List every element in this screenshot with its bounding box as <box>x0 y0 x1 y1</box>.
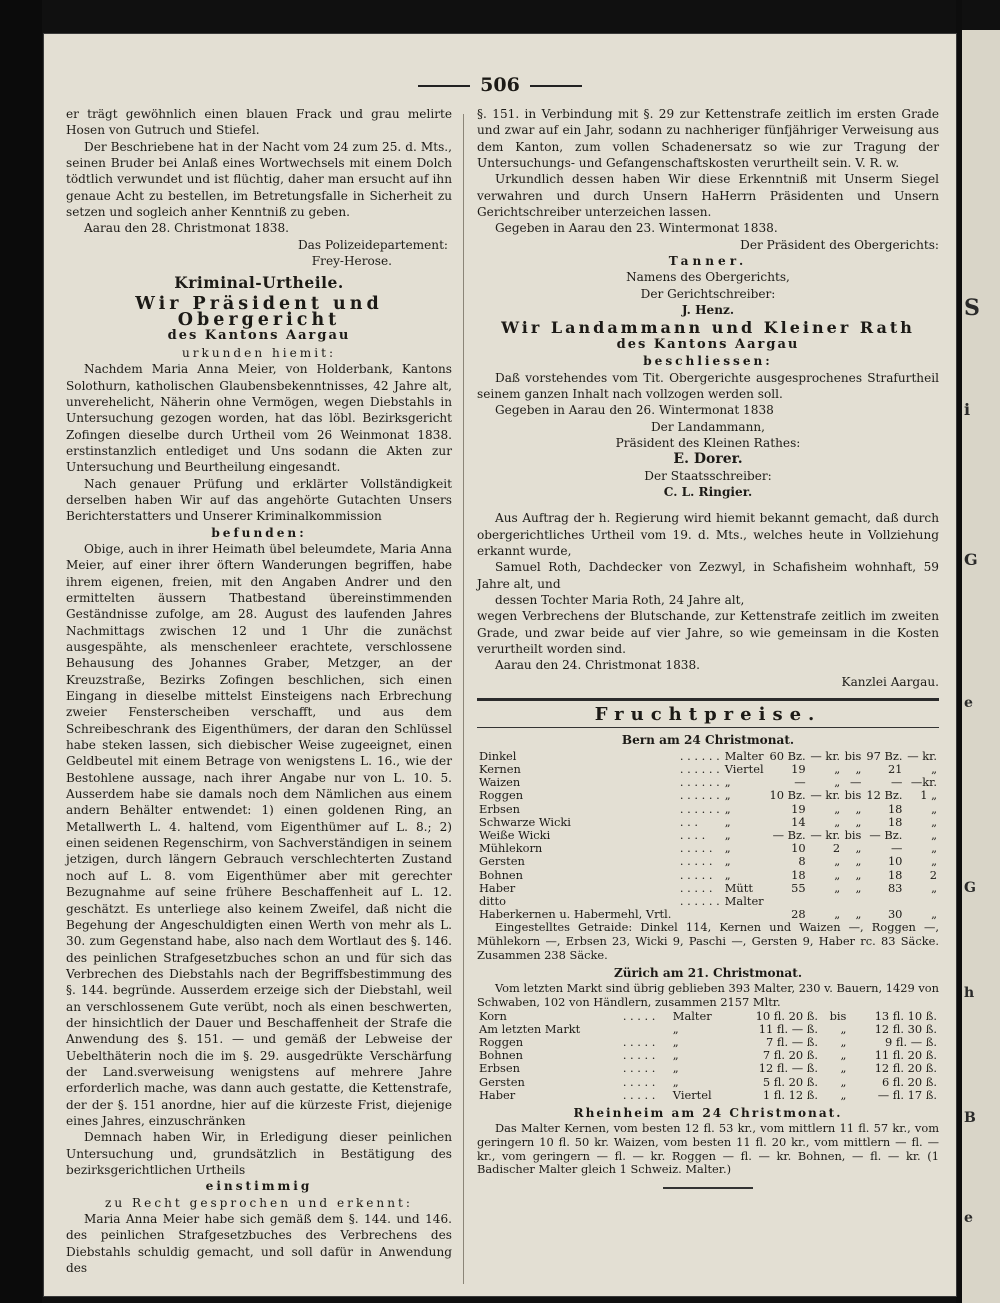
section-title: Kriminal-Urtheile. <box>174 273 344 293</box>
table-cell: 1 fl. 12 ß. <box>762 1087 818 1102</box>
table-cell: Haberkernen u. Habermehl, Vrtl. <box>479 907 672 922</box>
right-column <box>477 106 939 1189</box>
table-cell: Erbsen <box>479 1061 520 1076</box>
table-cell: 12 fl. 20 ß. <box>874 1061 937 1076</box>
table-cell: „ <box>855 867 862 882</box>
table-cell: „ <box>840 1021 847 1036</box>
table-cell: — Bz. <box>772 827 806 842</box>
verdict-text: Maria Anna Meier habe sich gemäß dem §. 144. und 146. des peinlichen Strafgesetzbuches des Verbrechens des Diebstahls schuldig gemacht, und soll dafür in Anwendung des <box>66 1212 452 1276</box>
table-cell: 14 <box>791 814 806 829</box>
judgment-paragraph: Nachdem Maria Anna Meier, von Holderbank, Kantons Solothurn, katholischen Glaubensbekenntnisses, 42 Jahre alt, unverehelicht, Näherin ohne Vermögen, wegen Diebstahls in Untersuchung gezogen worden, hat das löbl. Bezirksgericht Zofingen dieselbe durch Urtheil vom 26 Weinmonat 1838. erstinstanzlich entlediget und Uns sodann die Akten zur Untersuchung und Beurtheilung eingesandt. <box>66 362 452 475</box>
table-cell: „ <box>855 761 862 776</box>
table-cell: „ <box>724 801 731 816</box>
signature-name: Tanner. <box>668 254 748 269</box>
table-cell: 28 <box>791 907 806 922</box>
council-formula: beschliessen: <box>643 354 773 369</box>
table-cell: „ <box>834 880 841 895</box>
court-title: Wir Präsident und Obergericht <box>135 293 383 331</box>
table-cell: 55 <box>791 880 806 895</box>
table-cell: — kr. <box>907 748 937 763</box>
column-divider <box>463 114 464 1284</box>
table-cell: „ <box>672 1074 679 1089</box>
table-cell: „ <box>840 1048 847 1063</box>
table-cell: Dinkel <box>479 748 517 763</box>
table-cell: 97 Bz. <box>866 748 903 763</box>
table-cell: 12 Bz. <box>866 788 903 803</box>
table-cell: „ <box>672 1048 679 1063</box>
next-page-glyph: e <box>964 1210 973 1226</box>
table-cell: Malter <box>724 893 764 908</box>
table-cell: „ <box>931 827 937 842</box>
signature-role: Präsident des Kleinen Rathes: <box>615 435 801 450</box>
court-subtitle: des Kantons Aargau <box>167 328 351 344</box>
table-cell: 83 <box>887 880 903 895</box>
given-date: Gegeben in Aarau den 26. Wintermonat 1838 <box>495 403 774 418</box>
einstimmig-heading: einstimmig <box>205 1179 313 1194</box>
signature-role: Der Staatsschreiber: <box>644 468 772 483</box>
table-cell: Weiße Wicki <box>479 827 551 842</box>
header-rule-left <box>418 85 470 87</box>
table-cell: „ <box>724 814 731 829</box>
bern-price-row <box>477 855 939 868</box>
table-cell: Roggen <box>479 788 524 803</box>
next-page-edge <box>962 30 1000 1303</box>
notice-line: Aus Auftrag der h. Regierung wird hiemit bekannt gemacht, daß durch obergerichtliches Urtheil vom 19. d. Mts., welches heute in Vollziehung erkannt wurde, <box>477 511 939 558</box>
table-cell: 7 fl. 20 ß. <box>762 1048 818 1063</box>
table-cell: „ <box>931 841 937 856</box>
next-page-glyph: G <box>964 880 976 896</box>
table-cell: 11 fl. — ß. <box>758 1021 818 1036</box>
table-cell: — <box>891 841 903 856</box>
table-cell: 10 fl. 20 ß. <box>755 1008 818 1023</box>
next-page-glyph: h <box>964 985 975 1001</box>
table-cell: „ <box>724 775 731 790</box>
table-cell: „ <box>834 854 841 869</box>
bern-price-row <box>477 882 939 895</box>
table-cell: „ <box>724 788 731 803</box>
header-rule-right <box>530 85 582 87</box>
table-cell: . . . . . <box>679 841 713 856</box>
table-cell: Mühlekorn <box>479 841 543 856</box>
table-cell: 30 <box>887 907 903 922</box>
wanted-description: er trägt gewöhnlich einen blauen Frack und grau melirte Hosen von Gutruch und Stiefel. <box>66 107 452 138</box>
table-cell: „ <box>672 1021 679 1036</box>
section-rule <box>477 698 939 701</box>
table-cell: bis <box>829 1008 847 1023</box>
table-cell: 18 <box>887 801 903 816</box>
bern-price-table <box>477 750 939 922</box>
signature-role: Der Gerichtschreiber: <box>640 286 776 301</box>
table-cell: — <box>891 775 903 790</box>
table-cell: 1 „ <box>920 788 937 803</box>
bern-price-row <box>477 816 939 829</box>
table-cell: 9 fl. — ß. <box>885 1035 937 1050</box>
next-page-glyph: e <box>964 695 973 711</box>
table-cell: „ <box>834 814 841 829</box>
table-cell: „ <box>724 827 731 842</box>
table-cell: — kr. <box>810 788 841 803</box>
wanted-notice: Der Beschriebene hat in der Nacht vom 24 zum 25. d. Mts., seinen Bruder bei Anlaß eines Wortwechsels mit einem Dolch tödtlich verwundet und ist flüchtig, daher man ersucht auf ihn genaue Acht zu bestellen, im Betretungsfalle in Sicherheit zu setzen und sogleich anher Kenntniß zu geben. <box>66 139 452 220</box>
table-cell: . . . . . . <box>679 775 720 790</box>
notice-line: dessen Tochter Maria Roth, 24 Jahre alt, <box>495 592 745 607</box>
table-cell: „ <box>931 761 937 776</box>
table-cell: „ <box>931 907 937 922</box>
table-cell: „ <box>855 854 862 869</box>
bern-price-row <box>477 789 939 802</box>
table-cell: . . . . . <box>622 1087 656 1102</box>
table-cell: 10 Bz. <box>769 788 806 803</box>
zurich-price-row <box>477 1023 939 1036</box>
table-cell: „ <box>855 907 862 922</box>
table-cell: „ <box>931 814 937 829</box>
table-cell: Bohnen <box>479 867 523 882</box>
signature-title: Der Landammann, <box>650 419 766 434</box>
zurich-summary: Vom letzten Markt sind übrig geblieben 393 Malter, 230 v. Bauern, 1429 von Schwaben, 102 von Händlern, zusammen 2157 Mltr. <box>477 981 939 1010</box>
table-cell: . . . . . <box>679 867 713 882</box>
table-cell: Mütt <box>724 880 753 895</box>
market-heading-bern: Bern am 24 Christmonat. <box>621 733 795 748</box>
table-cell: ditto <box>479 893 506 908</box>
table-cell: . . . . . . <box>679 761 720 776</box>
table-cell: 2 <box>832 841 841 856</box>
judgment-paragraph: Demnach haben Wir, in Erledigung dieser peinlichen Untersuchung und, grundsätzlich in Bestätigung des bezirksgerichtlichen Urtheils <box>66 1130 452 1177</box>
table-cell: Bohnen <box>479 1048 523 1063</box>
table-cell: „ <box>724 854 731 869</box>
notice-line: Samuel Roth, Dachdecker von Zezwyl, in Schafisheim wohnhaft, 59 Jahre alt, und <box>477 560 939 591</box>
table-cell: „ <box>834 867 841 882</box>
next-page-glyph: B <box>964 1110 976 1126</box>
table-cell: „ <box>855 841 862 856</box>
table-cell: . . . . . <box>622 1074 656 1089</box>
fruchtpreise-title: Fruchtpreise. <box>594 704 822 726</box>
table-cell: „ <box>672 1061 679 1076</box>
table-cell: „ <box>672 1035 679 1050</box>
court-formula: urkunden hiemit: <box>181 345 337 360</box>
table-cell: „ <box>724 841 731 856</box>
table-cell: . . . . . . <box>679 893 720 908</box>
table-cell: „ <box>834 907 841 922</box>
bern-price-row <box>477 803 939 816</box>
table-cell: Schwarze Wicki <box>479 814 571 829</box>
market-heading-rheinheim: Rheinheim am 24 Christmonat. <box>573 1106 843 1121</box>
signature-name: E. Dorer. <box>673 451 743 468</box>
table-cell: „ <box>931 854 937 869</box>
table-cell: Roggen <box>479 1035 524 1050</box>
wanted-date: Aarau den 28. Christmonat 1838. <box>84 221 290 236</box>
table-cell: — Bz. <box>869 827 903 842</box>
zurich-price-row <box>477 1049 939 1062</box>
council-subtitle: des Kantons Aargau <box>616 336 800 352</box>
police-office: Das Polizeidepartement: <box>297 237 448 252</box>
table-cell: „ <box>840 1061 847 1076</box>
table-cell: 18 <box>791 867 806 882</box>
table-cell: Korn <box>479 1008 507 1023</box>
table-cell: . . . . . <box>622 1048 656 1063</box>
table-cell: 18 <box>887 867 903 882</box>
table-cell: „ <box>840 1035 847 1050</box>
table-cell: „ <box>931 801 937 816</box>
zurich-price-row <box>477 1010 939 1023</box>
table-cell: —kr. <box>910 775 937 790</box>
table-cell: 19 <box>791 761 806 776</box>
table-cell: . . . . <box>679 827 706 842</box>
next-page-glyph: G <box>964 550 978 569</box>
table-cell: Haber <box>479 1087 516 1102</box>
page-number: 506 <box>480 74 520 96</box>
table-cell: Malter <box>672 1008 712 1023</box>
notice-signature: Kanzlei Aargau. <box>841 674 939 689</box>
table-cell: 5 fl. 20 ß. <box>762 1074 818 1089</box>
notice-date: Aarau den 24. Christmonat 1838. <box>495 658 701 673</box>
table-cell: „ <box>840 1074 847 1089</box>
table-cell: Malter <box>724 748 764 763</box>
table-cell: 2 <box>929 867 937 882</box>
judgment-findings: Obige, auch in ihrer Heimath übel beleumdete, Maria Anna Meier, auf einer ihrer öftern Wanderungen begriffen, habe ihrem eigenen, freien, mit den Angaben Andrer und den ermittelten äussern Thatbestand übereinstimmenden Geständnisse zufolge, am 28. August des laufenden Jahres Nachmittags zwischen 12 und 1 Uhr die zunächst ausgespähte, als menschenleer erachtete, verschlossene Behausung des Johannes Graber, Metzger, an der Kreuzstraße, Bezirks Zofingen beschlichen, sich einen Eingang in dieselbe mittelst Einsteigens nach Erbrechung zweier Fensterscheiben verschafft, und aus dem Schreibeschrank des Eigenthümers, der daran den Schlüssel habe steken lassen, sich diebischer Weise zugeeignet, einen Geldbeutel mit einem Betrage von wenigstens L. 16., wie der Bestohlene aussage, nach ihrer Angabe nur von L. 10. 5. Ausserdem habe sie damals noch dem Nämlichen aus einem andern Behälter entwendet: 1) einen goldenen Ring, an Metallwerth L. 4. haltend, vom Eigenthümer auf L. 8.; 2) einen seidenen Regenschirm, von Sachverständigen in seinem jetzigen, durch längern Gebrauch verschlechterten Zustand noch auf L. 8. vom Eigenthümer aber mit gerechter Bezugnahme auf seine frühere Beschaffenheit auf L. 12. geschätzt. Es unterliege also keinem Zweifel, daß nicht die Begehung der Angeschuldigten einen Werth von mehr als L. 30. zum Gegenstand habe, also nach dem Wortlaut des §. 146. des peinlichen Strafgesetzbuches schon an und für sich das Verbrechen des Diebstahls nach der Begriffsbestimmung des §. 144. begründe. Ausserdem erzeige sich der Diebstahl, weil an verschlossenem Gute verübt, noch als einen beschwerten, der hinsichtlich der Dauer und Beschaffenheit der Strafe die Anwendung des §. 151. — und gemäß der Lebweise der Uebelthäterin noch die im §. 29. ausgedrükte Verschärfung der Land.sverweisung wenigstens auf mehrere Jahre erforderlich mache, was dann auch gestatte, die Kettenstrafe, der der §. 151 anordne, hier auf die kürzeste Frist, diejenige eines Jahres, einzuschränken <box>66 541 452 1128</box>
table-cell: . . . . . <box>622 1035 656 1050</box>
signature-name: C. L. Ringier. <box>663 484 753 499</box>
table-cell: Gersten <box>479 854 525 869</box>
table-cell: „ <box>855 801 862 816</box>
table-cell: 21 <box>887 761 903 776</box>
table-cell: „ <box>855 880 862 895</box>
signature-title: Namens des Obergerichts, <box>626 270 790 285</box>
end-rule <box>663 1187 753 1189</box>
table-cell: „ <box>840 1087 847 1102</box>
table-cell: — kr. <box>810 748 841 763</box>
bern-price-row <box>477 869 939 882</box>
police-signature: Frey-Herose. <box>311 254 392 269</box>
table-cell: bis <box>844 788 862 803</box>
given-date: Gegeben in Aarau den 23. Wintermonat 1838. <box>495 221 778 236</box>
table-cell: 12 fl. 30 ß. <box>874 1021 937 1036</box>
table-cell: — <box>850 775 862 790</box>
befunden-heading: befunden: <box>211 525 307 540</box>
rheinheim-prices: Das Malter Kernen, vom besten 12 fl. 53 kr., vom mittlern 11 fl. 57 kr., vom geringern 10 fl. 50 kr. Waizen, vom besten 11 fl. 20 kr., vom mittlern — fl. — kr., vom geringern — fl. — kr. Roggen — fl. — kr. Bohnen, — fl. — kr. (1 Badischer Malter gleich 1 Schweiz. Malter.) <box>477 1121 939 1177</box>
table-cell: 18 <box>887 814 903 829</box>
table-cell: Gersten <box>479 1074 525 1089</box>
zurich-price-row <box>477 1036 939 1049</box>
table-cell: 10 <box>791 841 806 856</box>
section-rule-thin <box>477 727 939 728</box>
table-cell: 10 <box>887 854 903 869</box>
table-cell: . . . . . <box>679 854 713 869</box>
table-cell: bis <box>844 748 862 763</box>
table-cell: Viertel <box>724 761 764 776</box>
table-cell: Erbsen <box>479 801 520 816</box>
table-cell: „ <box>834 801 841 816</box>
table-cell: . . . . . . <box>679 788 720 803</box>
page-header <box>44 74 956 96</box>
table-cell: „ <box>855 814 862 829</box>
table-cell: Waizen <box>479 775 521 790</box>
market-heading-zurich: Zürich am 21. Christmonat. <box>613 966 803 981</box>
table-cell: Haber <box>479 880 516 895</box>
bern-supply: Eingestelltes Getraide: Dinkel 114, Kernen und Waizen —, Roggen —, Mühlekorn —, Erbsen 23, Wicki 9, Paschi —, Gersten 9, Haber rc. 83 Säcke. Zusammen 238 Säcke. <box>477 920 939 962</box>
table-cell: Am letzten Markt <box>479 1021 581 1036</box>
zurich-price-row <box>477 1062 939 1075</box>
table-cell: . . . . . . <box>679 748 720 763</box>
signature-title: Der Präsident des Obergerichts: <box>740 237 939 252</box>
table-cell: — fl. 17 ß. <box>877 1087 937 1102</box>
signature-name: J. Henz. <box>681 303 735 318</box>
table-cell: „ <box>724 867 731 882</box>
table-cell: . . . . . . <box>679 801 720 816</box>
table-cell: Viertel <box>672 1087 712 1102</box>
table-cell: bis <box>844 827 862 842</box>
table-cell: 60 Bz. <box>769 748 806 763</box>
table-cell: 13 fl. 10 ß. <box>874 1008 937 1023</box>
table-cell: 19 <box>791 801 806 816</box>
table-cell: — kr. <box>810 827 841 842</box>
verdict-formula: zu Recht gesprochen und erkennt: <box>105 1195 413 1210</box>
scan-background-left <box>0 0 42 1303</box>
zurich-price-row <box>477 1089 939 1102</box>
council-title: Wir Landammann und Kleiner Rath <box>501 318 915 338</box>
notice-line: wegen Verbrechens der Blutschande, zur Kettenstrafe zeitlich im zweiten Grade, und zwar beide auf vier Jahre, so wie gemeinsam in die Kosten verurtheilt worden sind. <box>477 609 939 656</box>
council-resolution: Daß vorstehendes vom Tit. Obergerichte ausgesprochenes Strafurtheil seinem ganzen Inhalt nach vollzogen werden soll. <box>477 370 939 401</box>
table-cell: . . . . . <box>622 1008 656 1023</box>
table-cell: „ <box>931 880 937 895</box>
table-cell: 8 <box>798 854 806 869</box>
left-column <box>66 106 452 1276</box>
attestation: Urkundlich dessen haben Wir diese Erkenntniß mit Unserm Siegel verwahren und durch Unsern HaHerrn Präsidenten und Unsern Gerichtschreiber unterzeichen lassen. <box>477 172 939 220</box>
zurich-price-table <box>477 1010 939 1102</box>
table-cell: . . . <box>679 814 699 829</box>
table-cell: 7 fl. — ß. <box>766 1035 818 1050</box>
table-cell: 6 fl. 20 ß. <box>881 1074 937 1089</box>
zurich-price-row <box>477 1076 939 1089</box>
judgment-paragraph: Nach genauer Prüfung und erklärter Vollständigkeit derselben haben Wir auf das angehörte Gutachten Unsers Berichterstatters und Unserer Kriminalkommission <box>66 476 452 524</box>
table-cell: 12 fl. — ß. <box>758 1061 818 1076</box>
verdict-continuation: §. 151. in Verbindung mit §. 29 zur Kettenstrafe zeitlich im ersten Grade und zwar auf ein Jahr, sodann zu nachheriger fünfjähriger Verweisung aus dem Kanton, zum vollen Schadenersatz so wie zur Tragung der Untersuchungs- und Gefangenschaftskosten verurtheilt sein. V. R. w. <box>477 107 939 171</box>
table-cell: . . . . . <box>622 1061 656 1076</box>
table-cell: „ <box>834 761 841 776</box>
table-cell: — <box>794 775 806 790</box>
newspaper-page <box>44 34 956 1296</box>
table-cell: 11 fl. 20 ß. <box>874 1048 937 1063</box>
table-cell: . . . . . <box>679 880 713 895</box>
next-page-glyph: S <box>964 295 980 321</box>
table-cell: Kernen <box>479 761 521 776</box>
bern-price-row <box>477 750 939 763</box>
next-page-glyph: i <box>964 400 971 419</box>
table-cell: „ <box>834 775 841 790</box>
